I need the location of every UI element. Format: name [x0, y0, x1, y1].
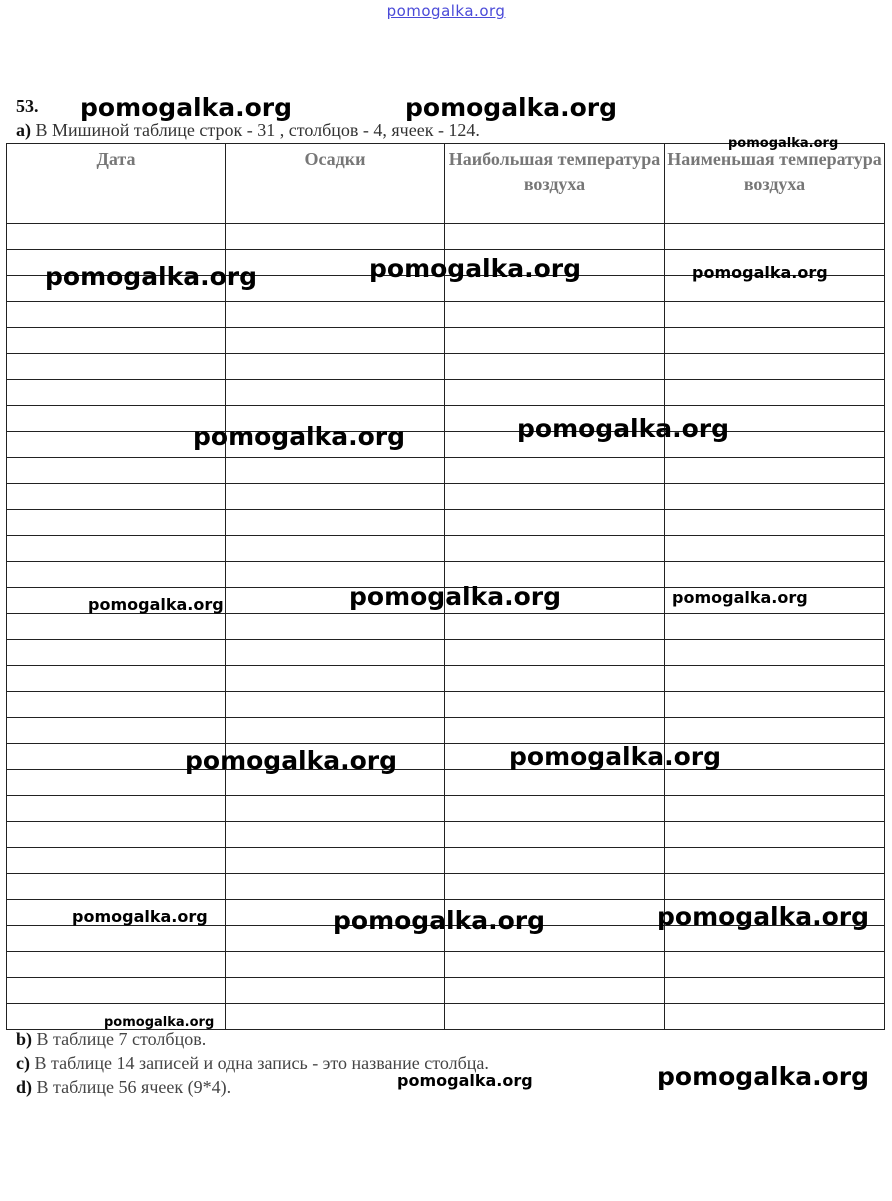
table-cell — [445, 1004, 665, 1030]
table-cell — [226, 692, 445, 718]
table-cell — [226, 666, 445, 692]
table-cell — [445, 692, 665, 718]
table-cell — [7, 848, 226, 874]
table-cell — [665, 874, 885, 900]
table-cell — [665, 952, 885, 978]
table-cell — [7, 926, 226, 952]
table-cell — [7, 614, 226, 640]
table-row — [7, 354, 885, 380]
table-row — [7, 328, 885, 354]
table-row — [7, 302, 885, 328]
table-cell — [7, 302, 226, 328]
table-cell — [7, 692, 226, 718]
task-number: 53. — [16, 96, 39, 116]
table-cell — [226, 510, 445, 536]
table-cell — [7, 640, 226, 666]
table-cell — [445, 770, 665, 796]
watermark: pomogalka.org — [692, 263, 828, 282]
table-cell — [445, 718, 665, 744]
table-cell — [7, 484, 226, 510]
answer-a-label: a) — [16, 120, 31, 140]
answer-d-text: В таблице 56 ячеек (9*4). — [36, 1077, 232, 1097]
table-cell — [445, 354, 665, 380]
table-cell — [226, 796, 445, 822]
table-cell — [226, 328, 445, 354]
answer-a-text: В Мишиной таблице строк - 31 , столбцов - 4, ячеек - 124. — [35, 120, 480, 140]
table-cell — [445, 510, 665, 536]
table-cell — [7, 874, 226, 900]
table-row — [7, 796, 885, 822]
answer-b — [16, 1027, 489, 1051]
watermark: pomogalka.org — [349, 582, 562, 611]
table-cell — [226, 822, 445, 848]
watermark: pomogalka.org — [104, 1015, 215, 1030]
table-cell — [226, 952, 445, 978]
watermark: pomogalka.org — [88, 595, 224, 614]
table-cell — [665, 822, 885, 848]
table-cell — [445, 458, 665, 484]
table-cell — [7, 510, 226, 536]
watermark: pomogalka.org — [369, 254, 582, 283]
watermark: pomogalka.org — [397, 1071, 533, 1090]
table-row — [7, 874, 885, 900]
table-cell — [445, 380, 665, 406]
table-row — [7, 380, 885, 406]
table-cell — [7, 718, 226, 744]
table-cell — [445, 848, 665, 874]
watermark: pomogalka.org — [517, 414, 730, 443]
answer-c-text: В таблице 14 записей и одна запись - это название столбца. — [34, 1053, 489, 1073]
table-cell — [7, 224, 226, 250]
table-cell — [665, 562, 885, 588]
table-cell — [226, 380, 445, 406]
table-cell — [226, 354, 445, 380]
table-cell — [665, 978, 885, 1004]
table-row — [7, 692, 885, 718]
header-precipitation: Осадки — [226, 144, 445, 224]
watermark: pomogalka.org — [333, 906, 546, 935]
table-row — [7, 744, 885, 770]
watermark: pomogalka.org — [72, 907, 208, 926]
table-cell — [7, 952, 226, 978]
table-cell — [445, 666, 665, 692]
table-cell — [665, 354, 885, 380]
table-cell — [445, 536, 665, 562]
table-row — [7, 952, 885, 978]
table-cell — [226, 614, 445, 640]
table-cell — [7, 328, 226, 354]
table-cell — [7, 380, 226, 406]
table-row — [7, 510, 885, 536]
table-header-row — [7, 144, 885, 224]
watermark: pomogalka.org — [728, 136, 839, 151]
table-cell — [7, 796, 226, 822]
table-row — [7, 822, 885, 848]
table-cell — [445, 952, 665, 978]
table-cell — [665, 380, 885, 406]
table-row — [7, 640, 885, 666]
table-cell — [226, 848, 445, 874]
table-row — [7, 770, 885, 796]
table-cell — [665, 484, 885, 510]
table-cell — [665, 614, 885, 640]
table-row — [7, 432, 885, 458]
table-cell — [226, 536, 445, 562]
watermark: pomogalka.org — [672, 588, 808, 607]
table-cell — [665, 640, 885, 666]
table-cell — [445, 614, 665, 640]
answer-a — [16, 120, 480, 141]
watermark: pomogalka.org — [509, 742, 722, 771]
header-max-temp: Наибольшая температура воздуха — [445, 144, 665, 224]
watermark: pomogalka.org — [405, 93, 618, 122]
table-row — [7, 224, 885, 250]
table-cell — [226, 640, 445, 666]
table-cell — [226, 874, 445, 900]
table-cell — [226, 484, 445, 510]
table-row — [7, 484, 885, 510]
table-cell — [665, 692, 885, 718]
table-cell — [665, 796, 885, 822]
table-cell — [7, 822, 226, 848]
table-cell — [445, 822, 665, 848]
table-cell — [665, 328, 885, 354]
site-link[interactable]: pomogalka.org — [386, 2, 506, 20]
table-cell — [7, 666, 226, 692]
table-cell — [665, 536, 885, 562]
table-cell — [665, 302, 885, 328]
table-row — [7, 458, 885, 484]
table-cell — [665, 458, 885, 484]
table-cell — [7, 354, 226, 380]
table-cell — [445, 796, 665, 822]
table-cell — [445, 640, 665, 666]
table-cell — [226, 224, 445, 250]
table-row — [7, 848, 885, 874]
table-cell — [7, 458, 226, 484]
table-row — [7, 406, 885, 432]
table-cell — [226, 458, 445, 484]
table-cell — [7, 562, 226, 588]
watermark: pomogalka.org — [80, 93, 293, 122]
table-row — [7, 666, 885, 692]
answer-b-label: b) — [16, 1029, 33, 1049]
watermark: pomogalka.org — [185, 746, 398, 775]
table-cell — [445, 302, 665, 328]
table-row — [7, 718, 885, 744]
header-min-temp: Наименьшая температура воздуха — [665, 144, 885, 224]
answer-d-label: d) — [16, 1077, 33, 1097]
table-cell — [665, 666, 885, 692]
table-cell — [226, 302, 445, 328]
table-cell — [226, 978, 445, 1004]
table-cell — [445, 328, 665, 354]
answer-b-text: В таблице 7 столбцов. — [36, 1029, 207, 1049]
watermark: pomogalka.org — [193, 422, 406, 451]
table-row — [7, 614, 885, 640]
table-cell — [665, 848, 885, 874]
header-date: Дата — [7, 144, 226, 224]
table-cell — [7, 978, 226, 1004]
table-cell — [7, 536, 226, 562]
watermark: pomogalka.org — [657, 902, 870, 931]
answer-c-label: c) — [16, 1053, 30, 1073]
table-cell — [665, 224, 885, 250]
table-cell — [665, 718, 885, 744]
table-row — [7, 978, 885, 1004]
watermark: pomogalka.org — [657, 1062, 870, 1091]
table-cell — [226, 1004, 445, 1030]
table-cell — [665, 1004, 885, 1030]
table-cell — [665, 510, 885, 536]
table-cell — [445, 484, 665, 510]
table-cell — [445, 978, 665, 1004]
table-row — [7, 536, 885, 562]
watermark: pomogalka.org — [45, 262, 258, 291]
table-cell — [226, 718, 445, 744]
table-cell — [445, 874, 665, 900]
table-cell — [665, 770, 885, 796]
table-cell — [445, 224, 665, 250]
